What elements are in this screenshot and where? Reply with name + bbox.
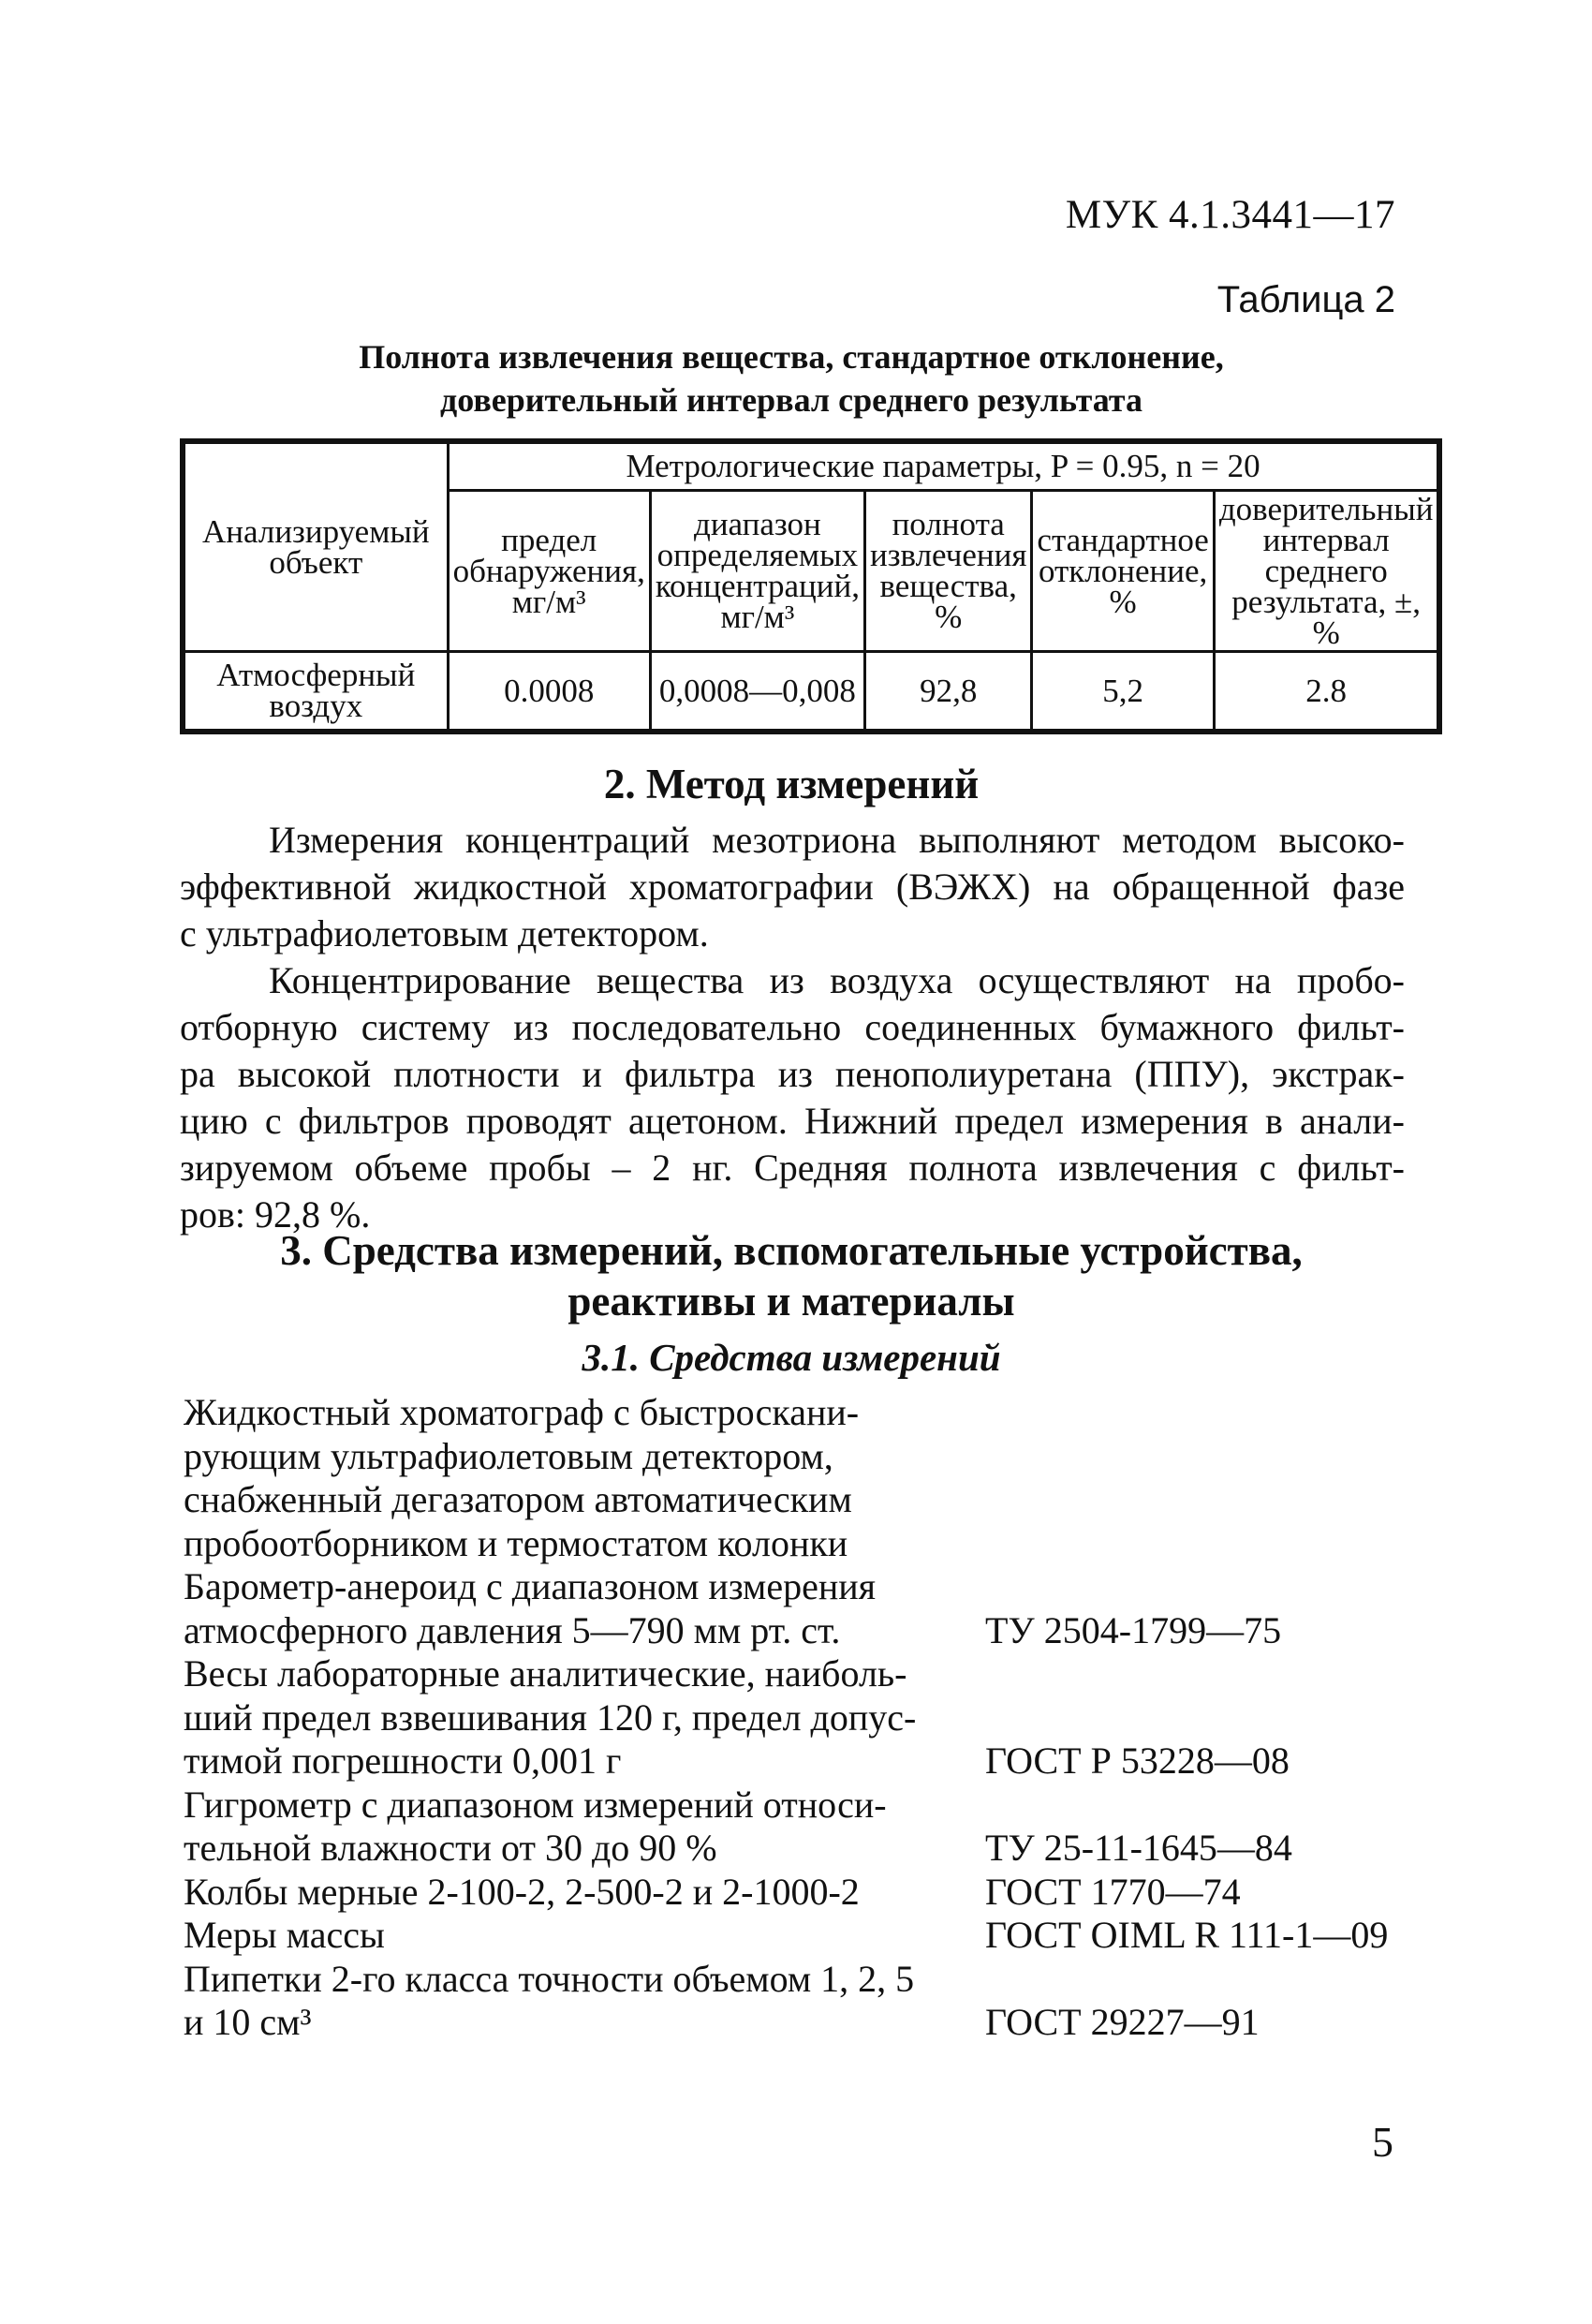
text-line: цию с фильтров проводят ацетоном. Нижний предел измерения в анали- (180, 1100, 1405, 1142)
equipment-name: Пипетки 2-го класса точности объемом 1, 2, 5 и 10 см³ (184, 1957, 915, 2043)
equipment-item (184, 1784, 1420, 1871)
section-2-title: 2. Метод измерений (603, 761, 980, 807)
equipment-name: Меры массы (184, 1914, 385, 1956)
header-recovery: полнота извлечения вещества, % (864, 490, 1031, 651)
equipment-standard: ТУ 2504-1799—75 (985, 1608, 1282, 1651)
equipment-list (184, 1391, 1420, 2045)
cell-object: Атмосферный воздух (183, 651, 448, 732)
section-3-title-line-1: 3. Средства измерений, вспомогательные устройства, (280, 1227, 1303, 1274)
header-confidence-interval: доверительный интервал среднего результата, ±, % (1214, 490, 1439, 651)
equipment-standard: ГОСТ 29227—91 (985, 2001, 1260, 2043)
header-detection-limit: предел обнаружения, мг/м³ (448, 490, 650, 651)
equipment-name: Гигрометр с диапазоном измерений относи- тельной влажности от 30 до 90 % (184, 1783, 887, 1869)
header-std-deviation: стандартное отклонение, % (1032, 490, 1214, 651)
text-line: с ультрафиолетовым детектором. (180, 912, 709, 955)
cell-concentration-range: 0,0008—0,008 (650, 651, 864, 732)
cell-detection-limit: 0.0008 (448, 651, 650, 732)
text-line: отборную систему из последовательно соединенных бумажного фильт- (180, 1006, 1405, 1048)
equipment-name: Барометр-анероид с диапазоном измерения атмосферного давления 5—790 мм рт. ст. (184, 1565, 877, 1651)
equipment-item (184, 1871, 1420, 1915)
equipment-standard: ГОСТ Р 53228—08 (985, 1739, 1290, 1782)
section-2-paragraph-2 (180, 957, 1405, 1238)
equipment-name: Жидкостный хроматограф с быстроскани- рующим ультрафиолетовым детектором, снабженный дегазатором автоматическим пробоотборником и термостатом колонки (184, 1391, 860, 1564)
text-line: Концентрирование вещества из воздуха осуществляют на пробо- (269, 959, 1405, 1001)
equipment-name: Колбы мерные 2-100-2, 2-500-2 и 2-1000-2 (184, 1870, 860, 1913)
equipment-item (184, 1958, 1420, 2045)
text-line: зируемом объеме пробы – 2 нг. Средняя полнота извлечения с фильт- (180, 1147, 1405, 1189)
subsection-3-1-title: 3.1. Средства измерений (582, 1336, 1001, 1379)
table-title-line-1: Полнота извлечения вещества, стандартное отклонение, (359, 338, 1224, 376)
header-concentration-range: диапазон определяемых концентраций, мг/м³ (650, 490, 864, 651)
equipment-item (184, 1391, 1420, 1565)
equipment-item (184, 1565, 1420, 1652)
equipment-standard: ТУ 25-11-1645—84 (985, 1827, 1292, 1869)
equipment-standard: ГОСТ OIML R 111-1—09 (985, 1914, 1389, 1956)
equipment-standard: ГОСТ 1770—74 (985, 1870, 1241, 1913)
cell-confidence-interval: 2.8 (1214, 651, 1439, 732)
header-metrology-group: Метрологические параметры, P = 0.95, n = 20 (448, 441, 1439, 490)
cell-recovery: 92,8 (864, 651, 1031, 732)
table-title (178, 335, 1405, 422)
text-line: ров: 92,8 %. (180, 1193, 371, 1236)
equipment-item (184, 1652, 1420, 1784)
section-2-paragraph-1 (180, 817, 1405, 957)
equipment-name: Весы лабораторные аналитические, наиболь- ший предел взвешивания 120 г, предел допус- тимой погрешности 0,001 г (184, 1652, 917, 1782)
equipment-item (184, 1914, 1420, 1958)
section-3-title-line-2: реактивы и материалы (568, 1278, 1015, 1325)
cell-std-deviation: 5,2 (1032, 651, 1214, 732)
text-line: эффективной жидкостной хроматографии (ВЭЖХ) на обращенной фазе (180, 866, 1405, 908)
table-title-line-2: доверительный интервал среднего результата (440, 381, 1142, 419)
section-3-title (178, 1225, 1405, 1326)
text-line: Измерения концентраций мезотриона выполняют методом высоко- (269, 819, 1405, 861)
text-line: ра высокой плотности и фильтра из пенополиуретана (ППУ), экстрак- (180, 1053, 1405, 1095)
header-object: Анализируемый объект (183, 441, 448, 651)
table-label: Таблица 2 (1216, 279, 1395, 320)
page-number: 5 (1372, 2118, 1393, 2166)
document-code: МУК 4.1.3441—17 (1065, 193, 1395, 237)
metrics-table (180, 438, 1442, 734)
